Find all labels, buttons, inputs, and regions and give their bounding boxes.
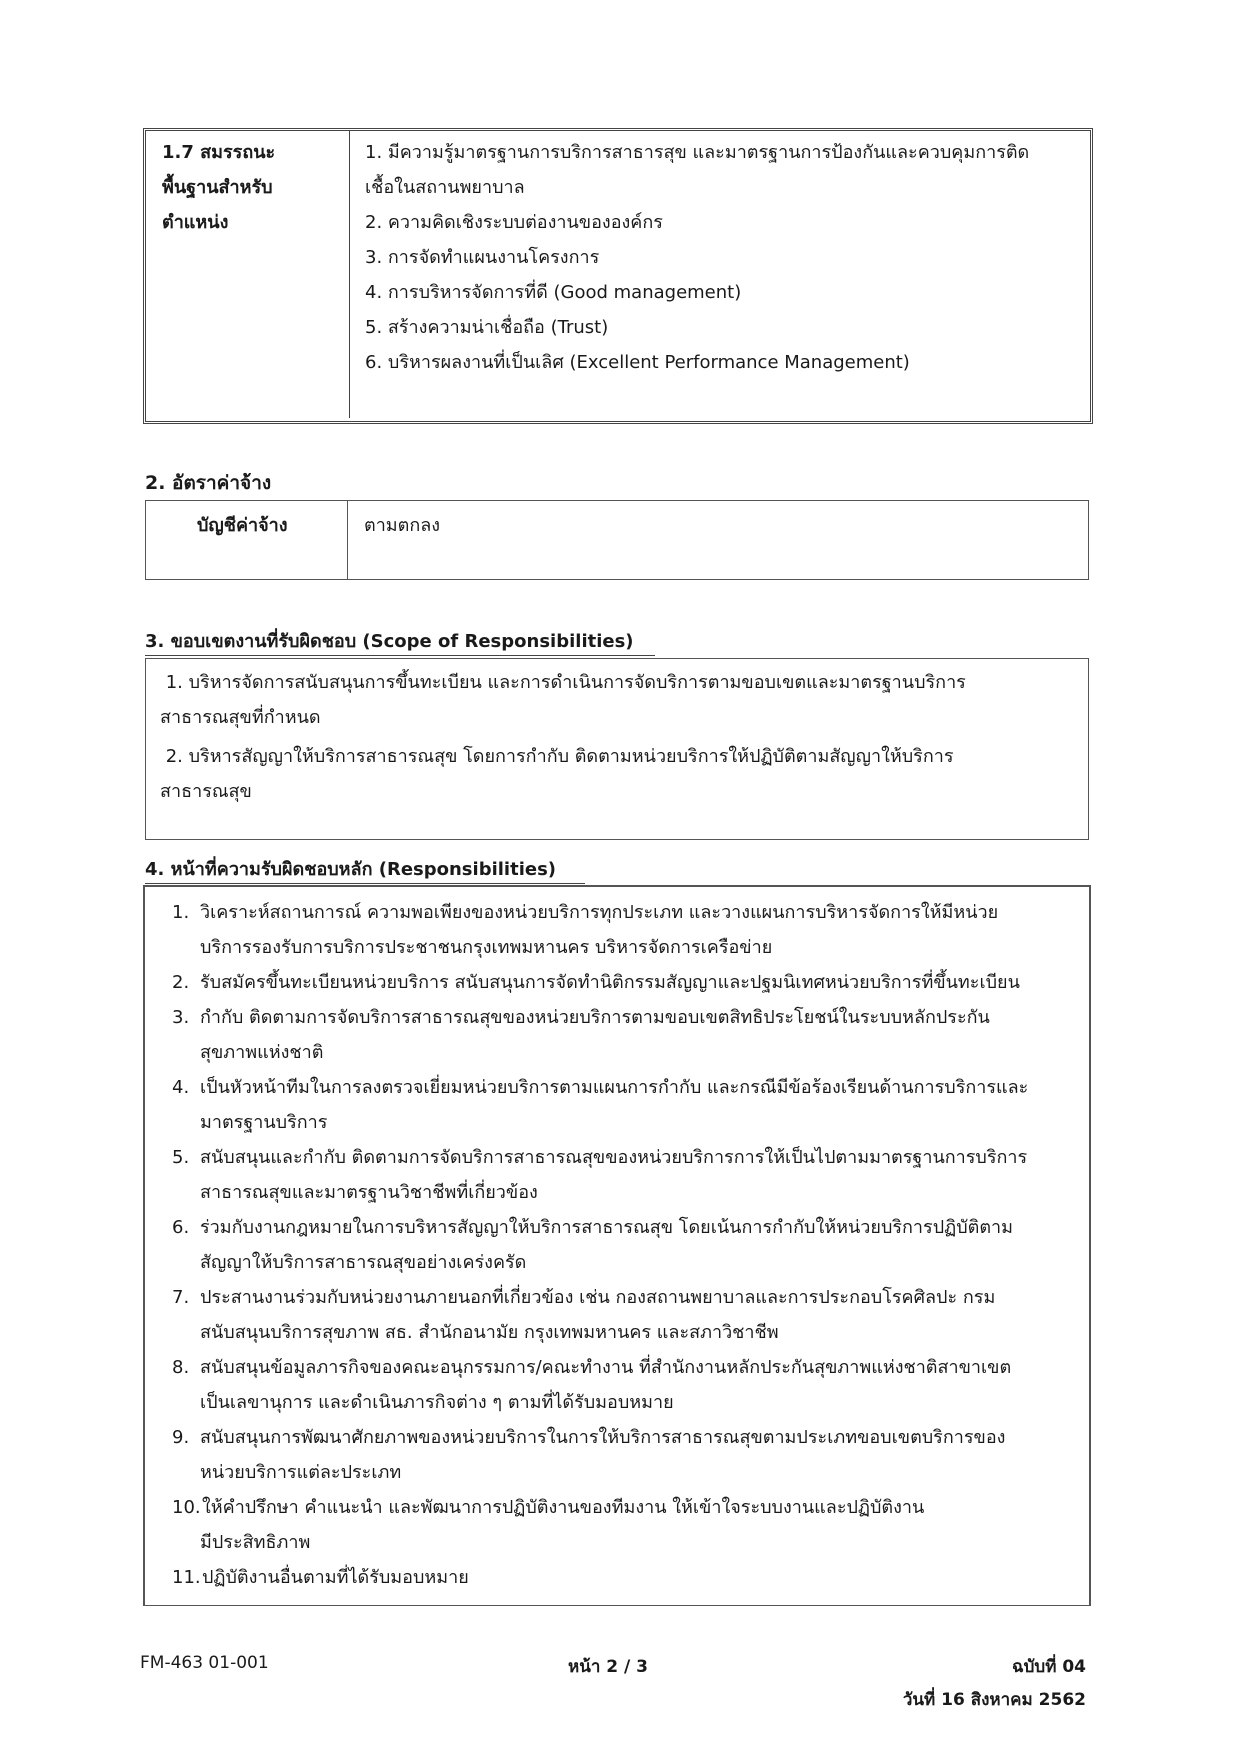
competency-line: 4. การบริหารจัดการที่ดี (Good management) [365, 282, 742, 303]
competency-label-line: 1.7 สมรรถนะ [162, 142, 276, 163]
wage-divider [347, 500, 348, 580]
responsibility-number: 11. [172, 1567, 201, 1588]
responsibility-line: บริการรองรับการบริการประชาชนกรุงเทพมหานคร บริหารจัดการเครือข่าย [200, 937, 773, 958]
responsibility-line: สนับสนุนและกำกับ ติดตามการจัดบริการสาธารณสุขของหน่วยบริการการให้เป็นไปตามมาตรฐานการบริการ [200, 1147, 1028, 1168]
wage-value: ตามตกลง [364, 515, 441, 536]
scope-line: สาธารณสุขที่กำหนด [160, 707, 321, 728]
competency-label-line: พื้นฐานสำหรับ [162, 177, 273, 198]
competency-line: 3. การจัดทำแผนงานโครงการ [365, 247, 600, 268]
responsibility-line: สาธารณสุขและมาตรฐานวิชาชีพที่เกี่ยวข้อง [200, 1182, 538, 1203]
responsibility-line: สนับสนุนบริการสุขภาพ สธ. สำนักอนามัย กรุงเทพมหานคร และสภาวิชาชีพ [200, 1322, 779, 1343]
responsibility-number: 8. [172, 1357, 190, 1378]
responsibility-line: วิเคราะห์สถานการณ์ ความพอเพียงของหน่วยบริการทุกประเภท และวางแผนการบริหารจัดการให้มีหน่วย [200, 902, 999, 923]
responsibilities-title: 4. หน้าที่ความรับผิดชอบหลัก (Responsibilities) [145, 854, 585, 884]
responsibility-line: สัญญาให้บริการสาธารณสุขอย่างเคร่งครัด [200, 1252, 527, 1273]
responsibility-line: ร่วมกับงานกฎหมายในการบริหารสัญญาให้บริการสาธารณสุข โดยเน้นการกำกับให้หน่วยบริการปฏิบัติตาม [200, 1217, 1013, 1238]
responsibility-line: มีประสิทธิภาพ [200, 1532, 311, 1553]
competency-line: 1. มีความรู้มาตรฐานการบริการสาธารสุข และมาตรฐานการป้องกันและควบคุมการติด [365, 142, 1030, 163]
responsibility-number: 10. [172, 1497, 201, 1518]
version-number: ฉบับที่ 04 [1012, 1657, 1086, 1677]
competency-line: 6. บริหารผลงานที่เป็นเลิศ (Excellent Performance Management) [365, 352, 910, 373]
form-code: FM-463 01-001 [140, 1653, 269, 1673]
responsibility-line: กำกับ ติดตามการจัดบริการสาธารณสุขของหน่วยบริการตามขอบเขตสิทธิประโยชน์ในระบบหลักประกัน [200, 1007, 990, 1028]
scope-list [160, 665, 1080, 809]
responsibility-line: สนับสนุนการพัฒนาศักยภาพของหน่วยบริการในการให้บริการสาธารณสุขตามประเภทขอบเขตบริการของ [200, 1427, 1006, 1448]
scope-line: 2. บริหารสัญญาให้บริการสาธารณสุข โดยการกำกับ ติดตามหน่วยบริการให้ปฏิบัติตามสัญญาให้บริการ [160, 746, 954, 767]
competency-label [162, 135, 342, 240]
responsibility-line: ให้คำปรึกษา คำแนะนำ และพัฒนาการปฏิบัติงานของทีมงาน ให้เข้าใจระบบงานและปฏิบัติงาน [202, 1497, 925, 1518]
scope-line: 1. บริหารจัดการสนับสนุนการขึ้นทะเบียน และการดำเนินการจัดบริการตามขอบเขตและมาตรฐานบริการ [160, 672, 966, 693]
page-number: หน้า 2 / 3 [568, 1657, 648, 1677]
responsibility-line: ประสานงานร่วมกับหน่วยงานภายนอกที่เกี่ยวข้อง เช่น กองสถานพยาบาลและการประกอบโรคศิลปะ กรม [200, 1287, 996, 1308]
responsibility-number: 1. [172, 902, 190, 923]
responsibility-line: สนับสนุนข้อมูลภารกิจของคณะอนุกรรมการ/คณะทำงาน ที่สำนักงานหลักประกันสุขภาพแห่งชาติสาขาเขต [200, 1357, 1012, 1378]
responsibility-number: 4. [172, 1077, 190, 1098]
responsibility-line: เป็นหัวหน้าทีมในการลงตรวจเยี่ยมหน่วยบริการตามแผนการกำกับ และกรณีมีข้อร้องเรียนด้านการบริการและ [200, 1077, 1029, 1098]
responsibility-number: 7. [172, 1287, 190, 1308]
competency-line: 2. ความคิดเชิงระบบต่องานขององค์กร [365, 212, 663, 233]
responsibility-line: หน่วยบริการแต่ละประเภท [200, 1462, 402, 1483]
competency-line: 5. สร้างความน่าเชื่อถือ (Trust) [365, 317, 609, 338]
responsibility-number: 5. [172, 1147, 190, 1168]
responsibility-line: สุขภาพแห่งชาติ [200, 1042, 324, 1063]
responsibility-number: 3. [172, 1007, 190, 1028]
scope-line: สาธารณสุข [160, 781, 252, 802]
version-date: วันที่ 16 สิงหาคม 2562 [902, 1690, 1086, 1710]
responsibility-line: เป็นเลขานุการ และดำเนินภารกิจต่าง ๆ ตามที่ได้รับมอบหมาย [200, 1392, 674, 1413]
competency-line: เชื้อในสถานพยาบาล [365, 177, 525, 198]
responsibility-number: 9. [172, 1427, 190, 1448]
wage-title: 2. อัตราค่าจ้าง [145, 472, 272, 494]
responsibility-line: รับสมัครขึ้นทะเบียนหน่วยบริการ สนับสนุนการจัดทำนิติกรรมสัญญาและปฐมนิเทศหน่วยบริการที่ขึ้นทะเบียน [200, 972, 1020, 993]
competency-list [365, 135, 1080, 380]
scope-title: 3. ขอบเขตงานที่รับผิดชอบ (Scope of Responsibilities) [145, 626, 655, 656]
competency-label-line: ตำแหน่ง [162, 212, 229, 233]
responsibility-line: มาตรฐานบริการ [200, 1112, 328, 1133]
responsibility-line: ปฏิบัติงานอื่นตามที่ได้รับมอบหมาย [202, 1567, 469, 1588]
wage-label: บัญชีค่าจ้าง [197, 515, 288, 536]
responsibility-number: 6. [172, 1217, 190, 1238]
competency-divider [349, 131, 350, 418]
responsibility-number: 2. [172, 972, 190, 993]
